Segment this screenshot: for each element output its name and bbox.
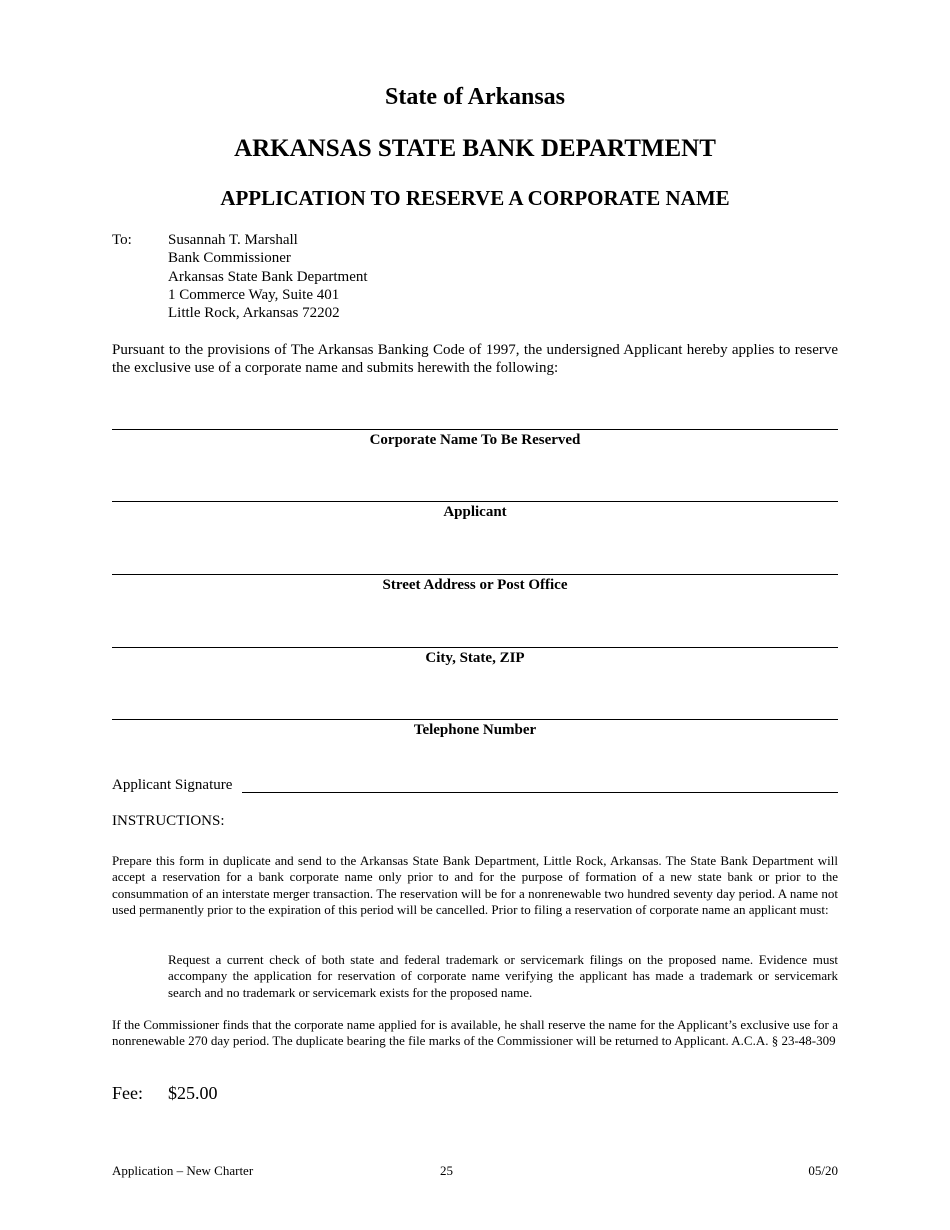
intro-paragraph: Pursuant to the provisions of The Arkansas Banking Code of 1997, the undersigned Applicant hereby applies to reserve the exclusive use of a corporate name and submits herewith the following:: [112, 342, 838, 376]
instructions-heading: INSTRUCTIONS:: [112, 813, 225, 829]
street-address-label: Street Address or Post Office: [382, 577, 568, 593]
addressee-title: Bank Commissioner: [168, 250, 291, 267]
department-title: ARKANSAS STATE BANK DEPARTMENT: [234, 135, 716, 162]
telephone-label: Telephone Number: [413, 722, 537, 738]
street-address-line[interactable]: [112, 574, 838, 575]
city-state-zip-label: City, State, ZIP: [425, 650, 525, 666]
instructions-paragraph: Prepare this form in duplicate and send to the Arkansas State Bank Department, Little Rock, Arkansas. The State Bank Department will accept a reservation for a bank corporate name only prior to and for the purpose of formation of a new state bank or prior to the consummation of an interstate merger transaction. The reservation will be for a nonrenewable two hundred seventy day period. A name not used permanently prior to the expiration of this period will be cancelled. Prior to filing a reservation of corporate name an applicant must:: [112, 853, 838, 918]
trademark-requirement: Request a current check of both state and federal trademark or servicemark filings on the proposed name. Evidence must accompany the application for reservation of corporate name verifying the applicant has made a trademark or servicemark search and no trademark or servicemark exists for the proposed name.: [168, 952, 838, 1000]
telephone-line[interactable]: [112, 719, 838, 720]
applicant-label: Applicant: [443, 504, 507, 520]
commissioner-paragraph: If the Commissioner finds that the corporate name applied for is available, he shall reserve the name for the Applicant’s exclusive use for a nonrenewable 270 day period. The duplicate bearing the file marks of the Commissioner will be returned to Applicant. A.C.A. § 23-48-309: [112, 1017, 838, 1049]
street-address-field[interactable]: [112, 574, 838, 594]
footer-form-name: Application – New Charter: [112, 1163, 254, 1178]
footer-page-number: 25: [440, 1163, 453, 1178]
addressee-name: Susannah T. Marshall: [168, 232, 298, 248]
corporate-name-label: Corporate Name To Be Reserved: [369, 432, 581, 448]
corporate-name-line[interactable]: [112, 429, 838, 430]
form-title: APPLICATION TO RESERVE A CORPORATE NAME: [220, 186, 730, 210]
to-label: To:: [112, 232, 132, 248]
applicant-field[interactable]: [112, 501, 838, 521]
addressee-lines: [168, 231, 568, 322]
addressee-street: 1 Commerce Way, Suite 401: [168, 286, 340, 303]
footer-date: 05/20: [808, 1163, 838, 1178]
signature-label: Applicant Signature: [112, 777, 233, 793]
fee-amount: $25.00: [168, 1083, 218, 1103]
city-state-zip-line[interactable]: [112, 647, 838, 648]
state-title: State of Arkansas: [384, 84, 565, 110]
telephone-field[interactable]: [112, 719, 838, 739]
signature-line[interactable]: [242, 792, 838, 793]
addressee-department: Arkansas State Bank Department: [168, 268, 368, 285]
corporate-name-field[interactable]: [112, 429, 838, 449]
addressee-city: Little Rock, Arkansas 72202: [168, 305, 340, 322]
applicant-line[interactable]: [112, 501, 838, 502]
city-state-zip-field[interactable]: [112, 647, 838, 667]
fee-label: Fee:: [112, 1083, 143, 1103]
